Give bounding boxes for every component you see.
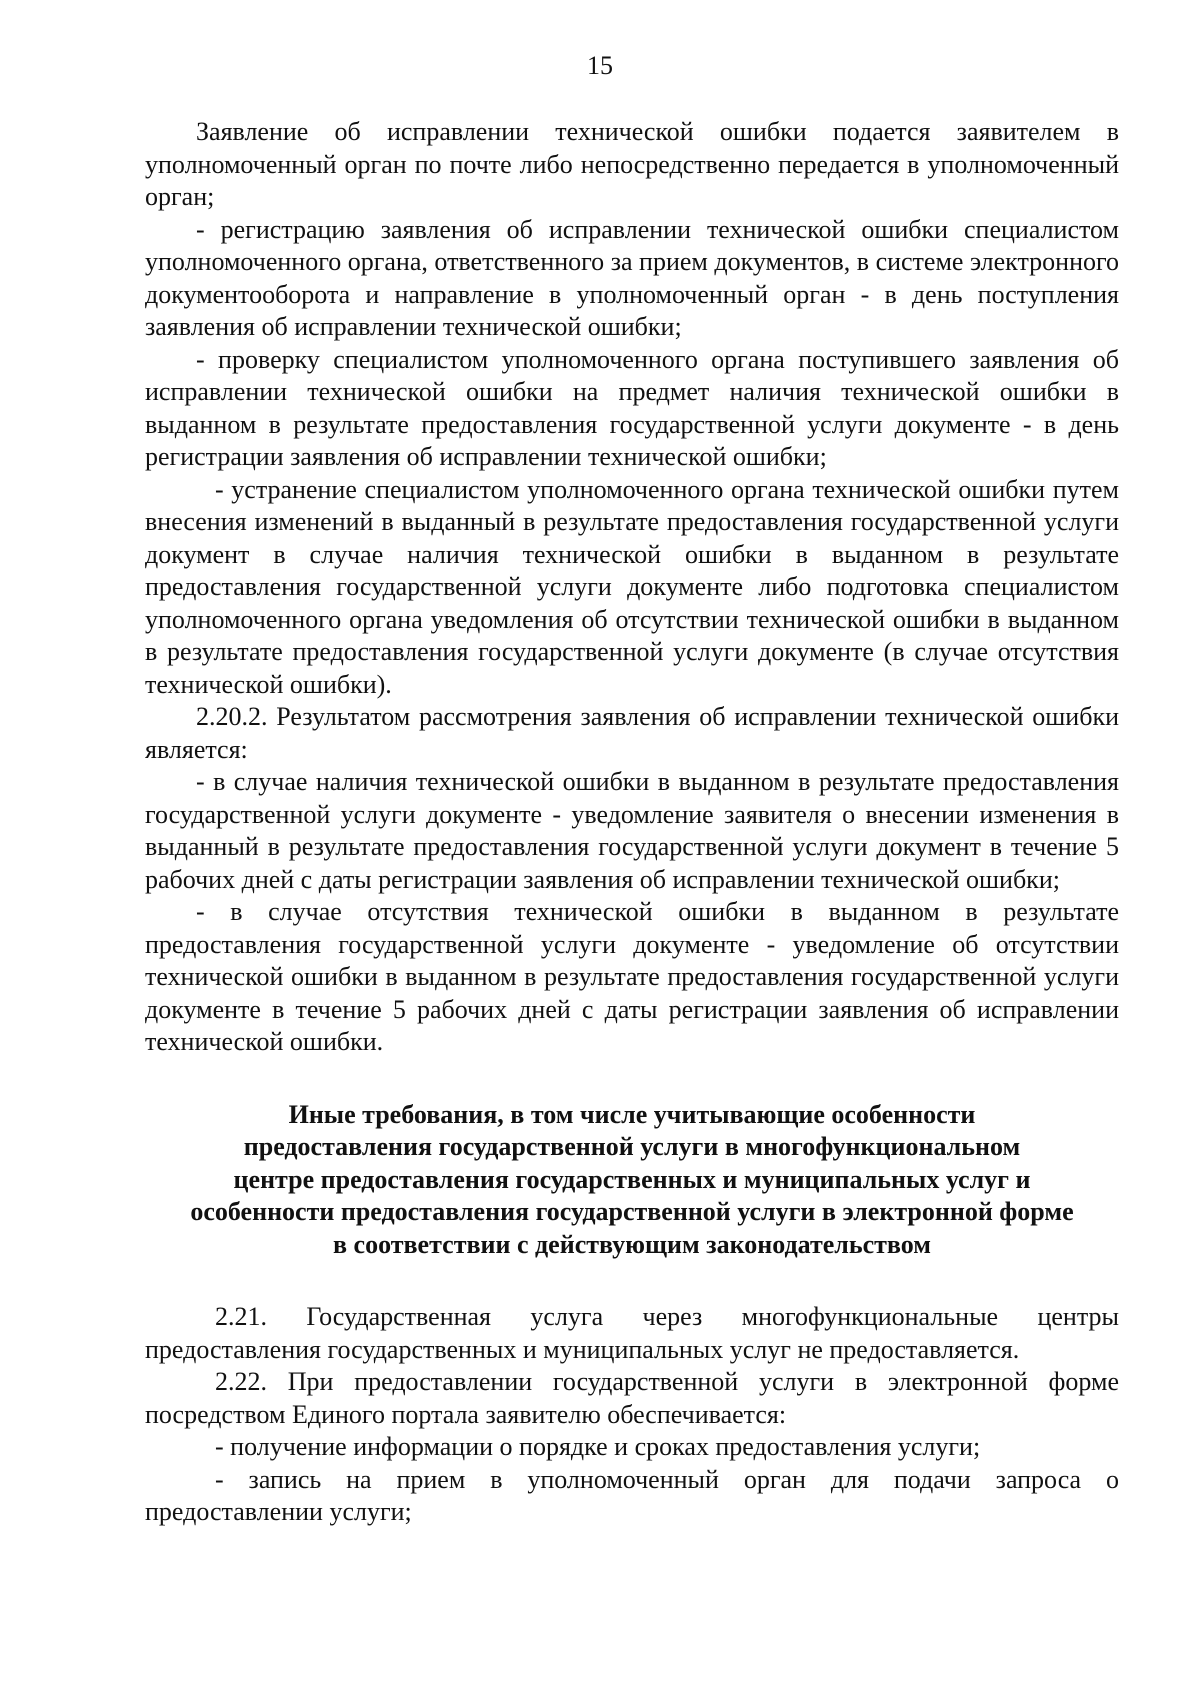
heading-line: особенности предоставления государственной услуги в электронной форме bbox=[190, 1197, 1074, 1226]
list-item: - в случае отсутствия технической ошибки в выданном в результате предоставления государственной услуги документе - уведомление об отсутствии технической ошибки в выданном в результате предоставления государственной услуги документе в течение 5 рабочих дней с даты регистрации заявления об исправлении технической ошибки. bbox=[145, 897, 1119, 1056]
list-item: - регистрацию заявления об исправлении технической ошибки специалистом уполномоченного органа, ответственного за прием документов, в системе электронного документооборота и направление в уполномоченный орган - в день поступления заявления об исправлении технической ошибки; bbox=[145, 214, 1119, 341]
heading-line: в соответствии с действующим законодательством bbox=[332, 1229, 931, 1259]
paragraph: 2.21. Государственная услуга через многофункциональные центры предоставления государственных и муниципальных услуг не предоставляется. bbox=[145, 1302, 1119, 1364]
list-item: - запись на прием в уполномоченный орган для подачи запроса о предоставлении услуги; bbox=[145, 1464, 1119, 1526]
heading-line: предоставления государственной услуги в многофункциональном bbox=[243, 1132, 1021, 1161]
heading-line: Иные требования, в том числе учитывающие особенности bbox=[288, 1099, 976, 1129]
list-item: - получение информации о порядке и сроках предоставления услуги; bbox=[215, 1432, 981, 1461]
paragraph: 2.20.2. Результатом рассмотрения заявления об исправлении технической ошибки является: bbox=[145, 702, 1119, 764]
list-item: - устранение специалистом уполномоченного органа технической ошибки путем внесения изменений в выданный в результате предоставления государственной услуги документ в случае наличия технической ошибки в выданном в результате предоставления государственной услуги документе либо подготовка специалистом уполномоченного органа уведомления об отсутствии технической ошибки в выданном в результате предоставления государственной услуги документе (в случае отсутствия технической ошибки). bbox=[145, 474, 1119, 699]
paragraph: Заявление об исправлении технической ошибки подается заявителем в уполномоченный орган по почте либо непосредственно передается в уполномоченный орган; bbox=[145, 117, 1119, 211]
list-item: - в случае наличия технической ошибки в выданном в результате предоставления государственной услуги документе - уведомление заявителя о внесении изменения в выданный в результате предоставления государственной услуги документ в течение 5 рабочих дней с даты регистрации заявления об исправлении технической ошибки; bbox=[145, 767, 1119, 894]
list-item: - проверку специалистом уполномоченного органа поступившего заявления об исправлении технической ошибки на предмет наличия технической ошибки в выданном в результате предоставления государственной услуги документе - в день регистрации заявления об исправлении технической ошибки; bbox=[145, 344, 1119, 471]
document-body bbox=[145, 116, 1119, 1529]
section-heading bbox=[145, 1099, 1119, 1262]
heading-line: центре предоставления государственных и муниципальных услуг и bbox=[233, 1164, 1031, 1194]
paragraph: 2.22. При предоставлении государственной услуги в электронной форме посредством Единого портала заявителю обеспечивается: bbox=[145, 1367, 1119, 1429]
page-number: 15 bbox=[587, 51, 613, 80]
